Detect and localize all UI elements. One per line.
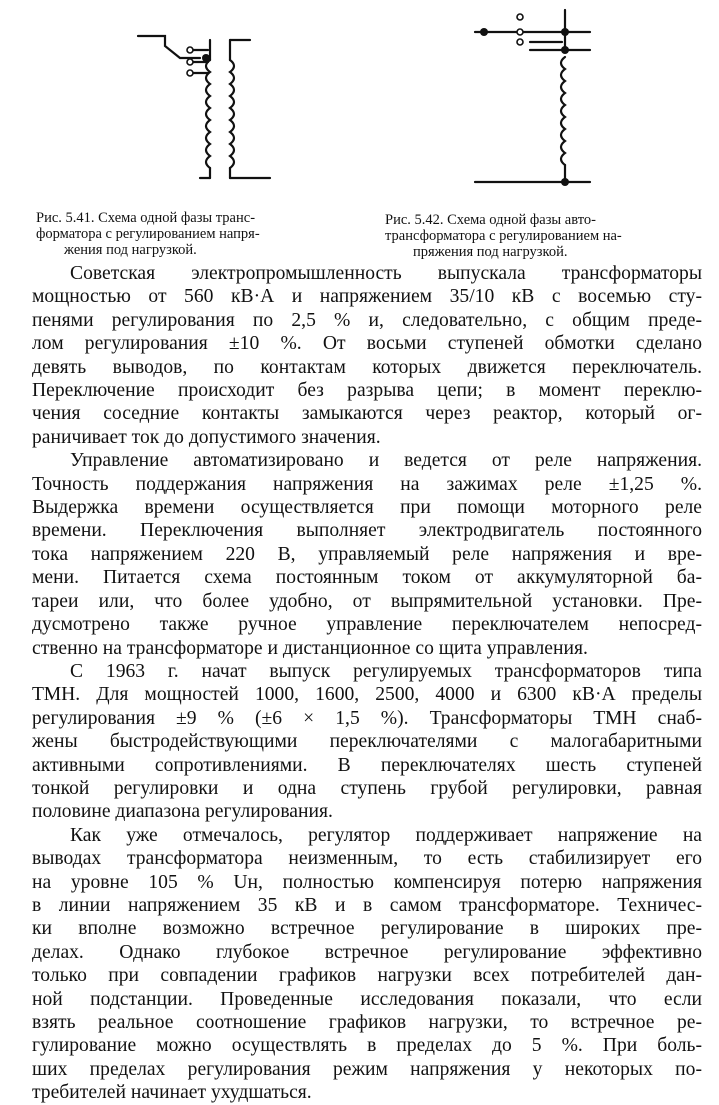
text-line: Переключение происходит без разрыва цепи; в момент переклю- bbox=[32, 380, 702, 402]
paragraph-3 bbox=[32, 660, 702, 824]
text-line: ших пределах регулирования режим напряжения у некоторых по- bbox=[32, 1058, 702, 1080]
text-line: половине диапазона регулирования. bbox=[32, 801, 333, 823]
body-text bbox=[32, 262, 702, 1105]
paragraph-1 bbox=[32, 262, 702, 449]
text-line: ственно на трансформаторе и дистанционное со щита управления. bbox=[32, 637, 588, 659]
text-line: гулирование можно осуществлять в пределах до 5 %. При боль- bbox=[32, 1035, 702, 1057]
text-line: ки вполне возможно встречное регулирование в широких пре- bbox=[32, 918, 702, 940]
caption-line: трансформатора с регулированием на- bbox=[385, 228, 622, 244]
text-line: на уровне 105 % Uн, полностью компенсируя потерю напряжения bbox=[32, 871, 702, 893]
text-line: раничивает ток до допустимого значения. bbox=[32, 426, 381, 448]
caption-line: пряжения под нагрузкой. bbox=[413, 244, 568, 260]
text-line: пенями регулирования по 2,5 % и, следовательно, с общим преде- bbox=[32, 309, 702, 331]
figure-5-42-diagram bbox=[470, 2, 630, 192]
text-line: Как уже отмечалось, регулятор поддерживает напряжение на bbox=[70, 824, 702, 846]
text-line: Советская электропромышленность выпускала трансформаторы bbox=[70, 263, 702, 284]
paragraph-4 bbox=[32, 824, 702, 1105]
text-line: делах. Однако глубокое встречное регулирование эффективно bbox=[32, 941, 702, 963]
text-line: девять выводов, по контактам которых движется переключатель. bbox=[32, 356, 702, 378]
text-line: Управление автоматизировано и ведется от реле напряжения. bbox=[70, 450, 702, 472]
text-line: лом регулирования ±10 %. От восьми ступеней обмотки сделано bbox=[32, 333, 702, 355]
figure-5-41-diagram bbox=[130, 28, 280, 188]
text-line: мощностью от 560 кВ·А и напряжением 35/10 кВ с восемью сту- bbox=[32, 286, 702, 308]
figure-5-41-caption bbox=[36, 210, 358, 258]
text-line: только при совпадении графиков нагрузки всех потребителей дан- bbox=[32, 965, 702, 987]
text-line: выводах трансформатора неизменным, то есть стабилизирует его bbox=[32, 848, 702, 870]
caption-line: жения под нагрузкой. bbox=[64, 242, 197, 258]
text-line: жены быстродействующими переключателями с малогабаритными bbox=[32, 731, 702, 753]
text-line: тока напряжением 220 В, управляемый реле напряжения и вре- bbox=[32, 543, 702, 565]
text-line: в линии напряжением 35 кВ и в самом трансформаторе. Техничес- bbox=[32, 894, 702, 916]
text-line: мени. Питается схема постоянным током от аккумуляторной ба- bbox=[32, 567, 702, 589]
caption-line: Рис. 5.42. Схема одной фазы авто- bbox=[385, 212, 596, 228]
text-line: чения соседние контакты замыкаются через реактор, который ог- bbox=[32, 403, 702, 425]
text-line: тареи или, что более удобно, от выпрямительной установки. Пре- bbox=[32, 590, 702, 612]
figure-5-42-caption bbox=[385, 212, 705, 260]
text-line: Точность поддержания напряжения на зажимах реле ±1,25 %. bbox=[32, 473, 702, 495]
caption-line: Рис. 5.41. Схема одной фазы транс- bbox=[36, 210, 256, 226]
paragraph-2 bbox=[32, 449, 702, 660]
text-line: взять реальное соотношение графиков нагрузки, то встречное ре- bbox=[32, 1012, 702, 1033]
text-line: времени. Переключения выполняет электродвигатель постоянного bbox=[32, 520, 702, 542]
text-line: дусмотрено также ручное управление переключателем непосред- bbox=[32, 614, 702, 636]
text-line: ТМН. Для мощностей 1000, 1600, 2500, 4000 и 6300 кВ·А пределы bbox=[32, 684, 702, 706]
caption-line: форматора с регулированием напря- bbox=[36, 226, 260, 242]
text-line: С 1963 г. начат выпуск регулируемых трансформаторов типа bbox=[70, 660, 702, 682]
text-line: тонкой регулировки и одна ступень грубой регулировки, равная bbox=[32, 777, 702, 799]
text-line: требителей начинает ухудшаться. bbox=[32, 1082, 312, 1104]
text-line: активными сопротивлениями. В переключателях шесть ступеней bbox=[32, 754, 702, 776]
text-line: ной подстанции. Проведенные исследования показали, что если bbox=[32, 988, 702, 1010]
text-line: Выдержка времени осуществляется при помощи моторного реле bbox=[32, 497, 702, 519]
text-line: регулирования ±9 % (±6 × 1,5 %). Трансформаторы ТМН снаб- bbox=[32, 707, 702, 729]
